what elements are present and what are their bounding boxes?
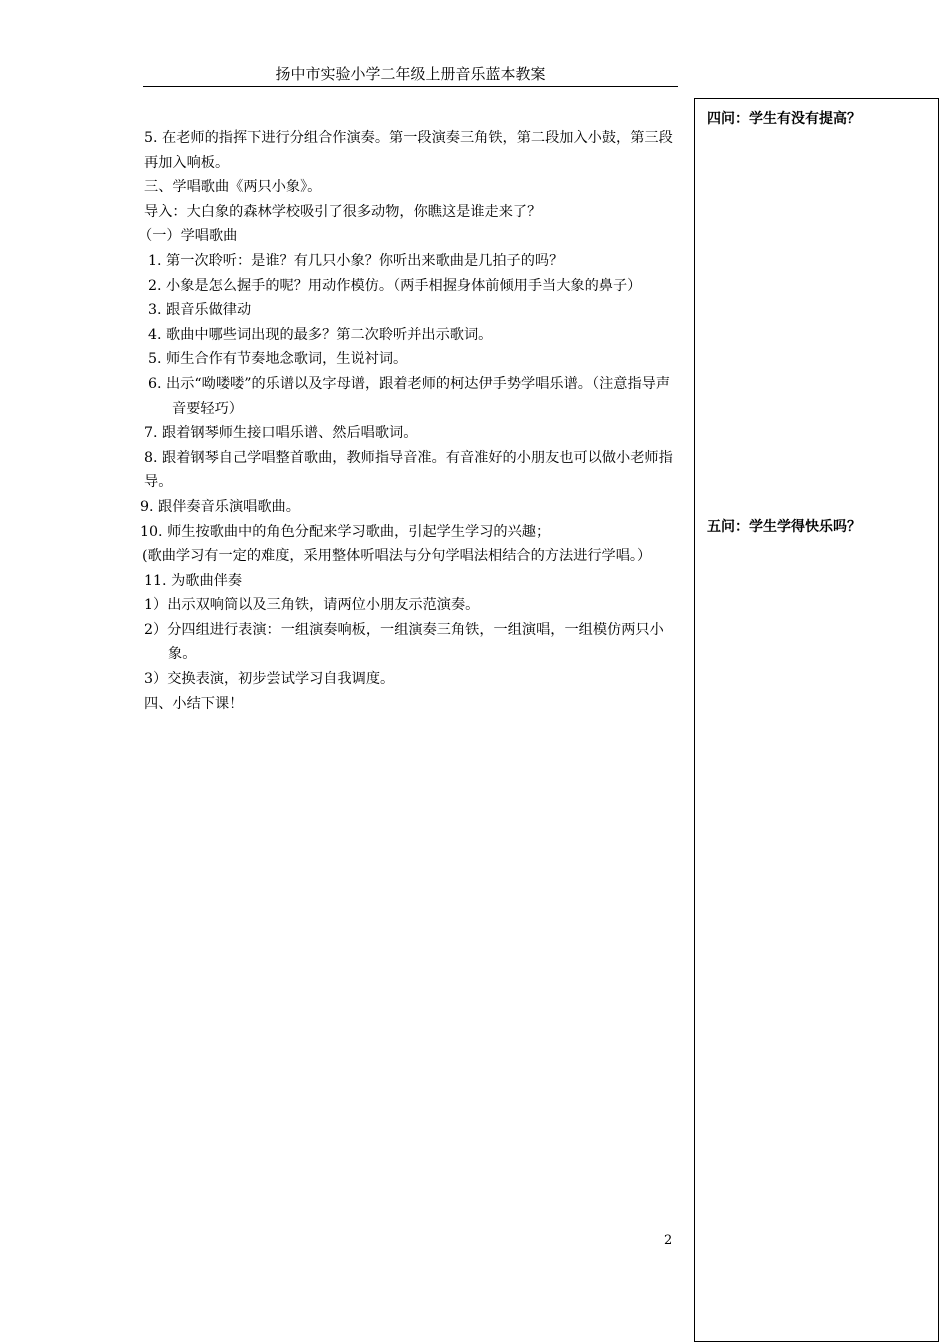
content-line: 导入：大白象的森林学校吸引了很多动物，你瞧这是谁走来了？ [144, 203, 542, 220]
content-line: 5. 师生合作有节奏地念歌词，生说衬词。 [148, 351, 408, 368]
reflection-column [694, 98, 939, 1342]
content-line: 三、学唱歌曲《两只小象》。 [144, 179, 322, 196]
content-line: (歌曲学习有一定的难度，采用整体听唱法与分句学唱法相结合的方法进行学唱。） [142, 548, 652, 565]
header-rule [143, 86, 678, 87]
content-line: 3. 跟音乐做律动 [148, 302, 252, 319]
content-line: 1）出示双响筒以及三角铁，请两位小朋友示范演奏。 [144, 597, 480, 614]
content-line: 6. 出示“呦喽喽”的乐谱以及字母谱，跟着老师的柯达伊手势学唱乐谱。（注意指导声音要轻巧） [148, 375, 671, 417]
page-header-title: 扬中市实验小学二年级上册音乐蓝本教案 [275, 65, 546, 83]
content-line: 1. 第一次聆听：是谁？有几只小象？你听出来歌曲是几拍子的吗？ [148, 252, 564, 269]
content-line: 四、小结下课！ [144, 695, 244, 712]
content-line: 8. 跟着钢琴自己学唱整首歌曲，教师指导音准。有音准好的小朋友也可以做小老师指导。 [144, 449, 673, 491]
content-line: 3）交换表演，初步尝试学习自我调度。 [144, 671, 395, 688]
content-line: （一）学唱歌曲 [138, 228, 238, 245]
content-line: 2）分四组进行表演：一组演奏响板，一组演奏三角铁，一组演唱，一组模仿两只小象。 [144, 621, 664, 663]
content-line: 7. 跟着钢琴师生接口唱乐谱、然后唱歌词。 [144, 425, 418, 442]
content-line: 5. 在老师的指挥下进行分组合作演奏。第一段演奏三角铁，第二段加入小鼓，第三段再加入响板。 [144, 130, 673, 171]
content-line: 11. 为歌曲伴奏 [144, 572, 243, 589]
lesson-content [138, 126, 683, 716]
content-line: 9. 跟伴奏音乐演唱歌曲。 [140, 498, 300, 515]
content-line: 10. 师生按歌曲中的角色分配来学习歌曲，引起学生学习的兴趣； [140, 523, 551, 540]
content-line: 4. 歌曲中哪些词出现的最多？第二次聆听并出示歌词。 [148, 326, 493, 343]
page-number: 2 [664, 1233, 673, 1248]
question-4: 四问：学生有没有提高？ [707, 111, 861, 127]
question-5: 五问：学生学得快乐吗？ [707, 519, 861, 535]
content-line: 2. 小象是怎么握手的呢？用动作模仿。（两手相握身体前倾用手当大象的鼻子） [148, 277, 642, 294]
